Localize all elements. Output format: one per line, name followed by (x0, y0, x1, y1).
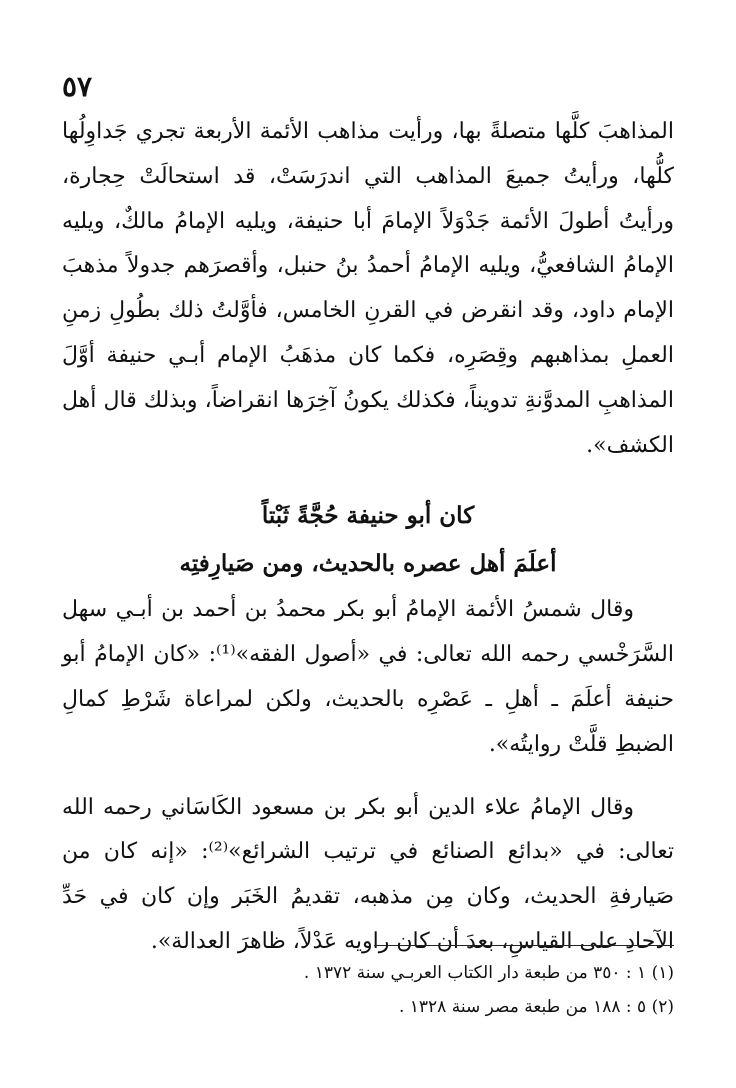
footnote-2: (٢) ٥ : ١٨٨ من طبعة مصر سنة ١٣٢٨ . (398, 997, 674, 1017)
section-heading-1: كان أبو حنيفة حُجَّةً ثَبْتاً (261, 502, 475, 530)
footnote-1: (١) ١ : ٣٥٠ من طبعة دار الكتاب العربـي سنة ١٣٧٢ . (303, 963, 674, 983)
kasani-paragraph: وقال الإمامُ علاء الدين أبو بكر بن مسعود الكَاسَاني رحمه الله تعالى: في «بدائع الصنائع في ترتيب الشرائع»⁽²⁾: «إنه كان من صَيارفةِ الحديث، وكان مِن مذهبه، تقديمُ الخَبَر وإن كان في حَدِّ الآحادِ على القياسِ، بعدَ أن كان راويه عَدْلاً، ظاهرَ العدالة». (62, 794, 674, 954)
footnote-separator (374, 945, 674, 946)
footnotes (62, 956, 674, 1024)
intro-paragraph: المذاهبَ كلَّها متصلةً بها، ورأيت مذاهب الأئمة الأربعة تجري جَداوِلُها كلُّها، ورأيتُ جميعَ المذاهب التي اندرَسَتْ، قد استحالَتْ حِجارة، ورأيتُ أطولَ الأئمة جَدْوَلاً الإمامَ أبا حنيفة، ويليه الإمامُ مالكٌ، ويليه الإمامُ الشافعيُّ، ويليه الإمامُ أحمدُ بنُ حنبل، وأقصرَهم جدولاً مذهبَ الإمام داود، وقد انقرض في القرنِ الخامس، فأوَّلتُ ذلك بطُولِ زمنِ العملِ بمذاهبهم وقِصَرِه، فكما كان مذهَبُ الإمام أبـي حنيفة أوَّلَ المذاهبِ المدوَّنةِ تدويناً، فكذلك يكونُ آخِرَها انقراضاً، وبذلك قال أهل الكشف». (62, 119, 674, 458)
page-body (62, 110, 674, 965)
sarakhsi-paragraph: وقال شمسُ الأئمة الإمامُ أبو بكر محمدُ بن أحمد بن أبـي سهل السَّرَخْسي رحمه الله تعالى: في «أصول الفقه»⁽¹⁾: «كان الإمامُ أبو حنيفة أعلَمَ ـ أهلِ ـ عَصْرِه بالحديث، ولكن لمراعاة شَرْطِ كمالِ الضبطِ قلَّتْ روايتُه». (62, 597, 674, 757)
section-heading-2: أعلَمَ أهل عصره بالحديث، ومن صَيارِفتِه (179, 550, 557, 578)
page-number: ٥٧ (62, 70, 93, 103)
